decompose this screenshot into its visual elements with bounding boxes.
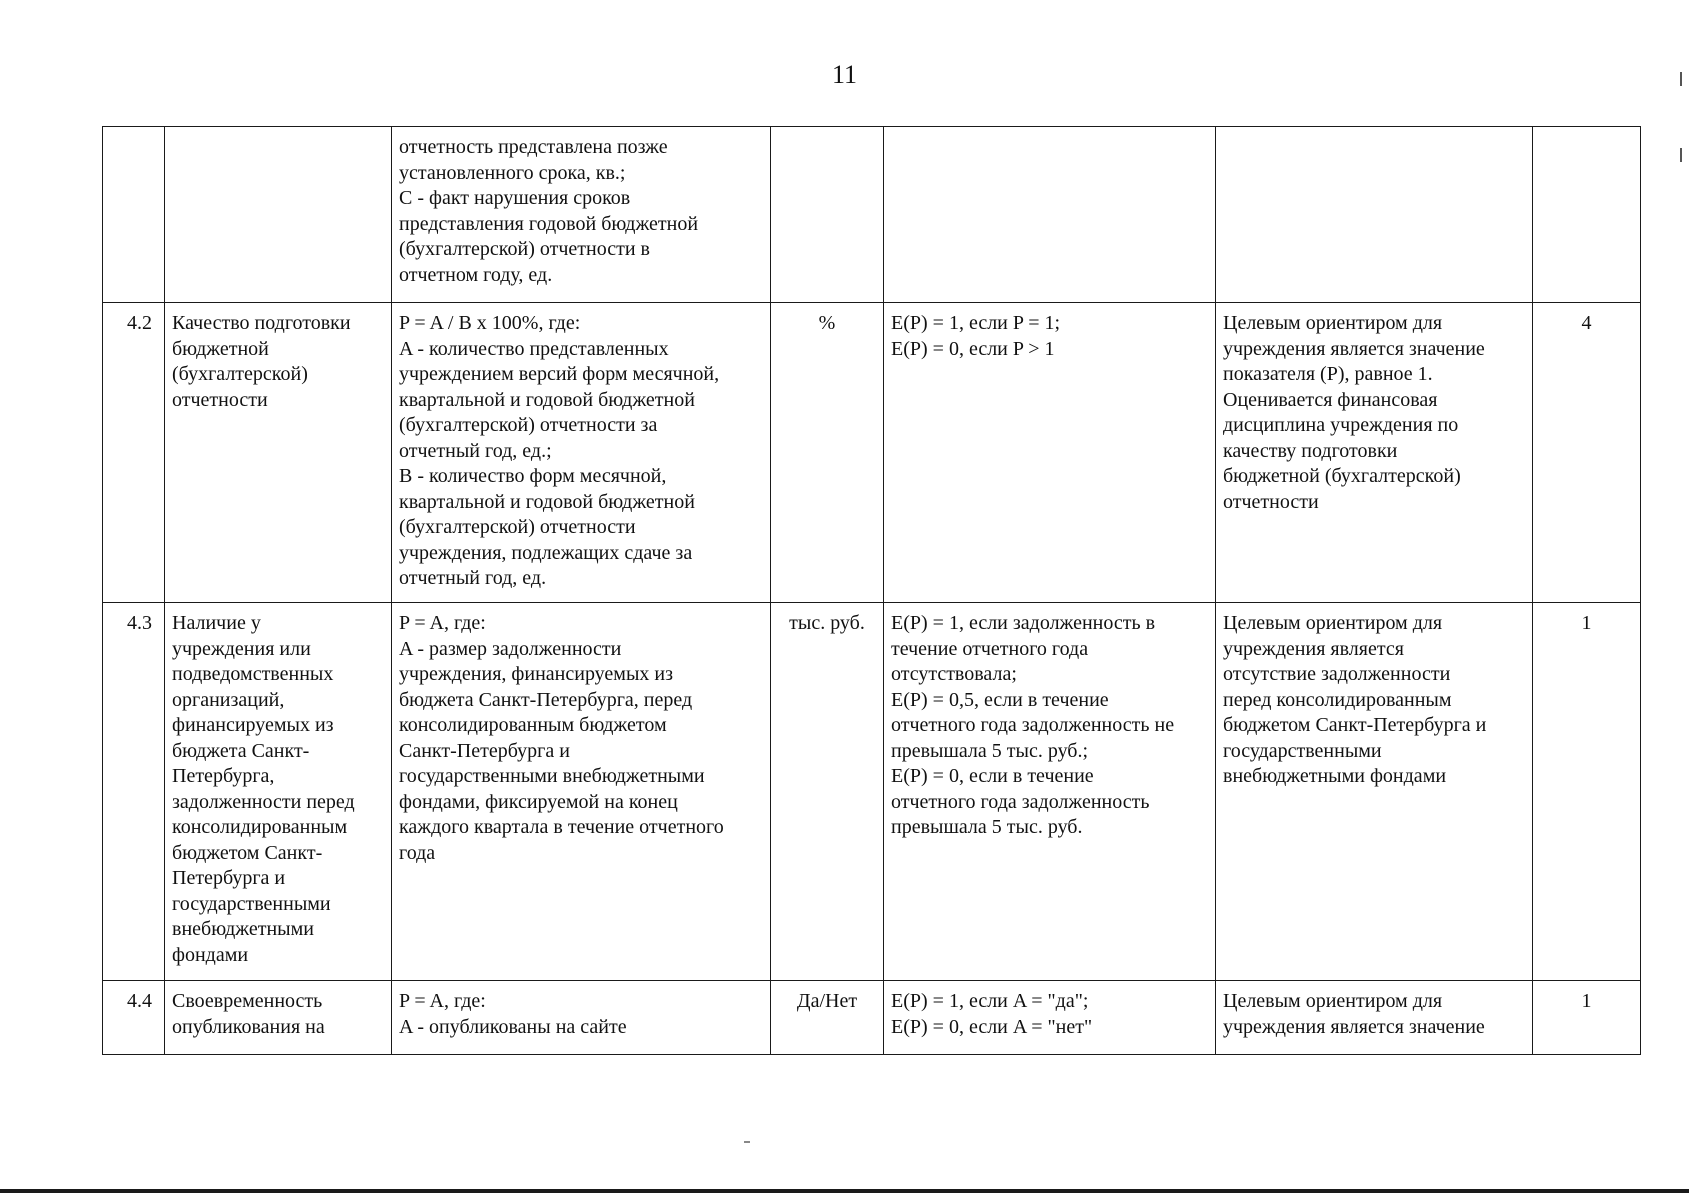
indicator-name-line: Петербурга и	[172, 867, 286, 889]
calculation-formula-line: A - количество представленных	[399, 337, 669, 360]
evaluation-rule-line: превышала 5 тыс. руб.;	[891, 739, 1089, 762]
calculation-formula-line: Санкт-Петербурга и	[399, 739, 570, 762]
page-number: 11	[831, 60, 858, 89]
edge-mark	[1680, 148, 1682, 162]
evaluation-rule-cell	[884, 303, 1216, 603]
indicator-name-line: (бухгалтерской)	[172, 363, 308, 385]
scan-speck	[744, 1141, 750, 1143]
evaluation-rule-cell	[884, 127, 1216, 303]
target-comment-line: государственными	[1223, 739, 1382, 762]
calculation-formula-line: государственными внебюджетными	[399, 765, 705, 787]
calculation-formula-line: (бухгалтерской) отчетности за	[399, 414, 658, 436]
indicator-name-line: бюджета Санкт-	[172, 739, 310, 762]
evaluation-rule-line: E(P) = 0, если A = "нет"	[891, 1015, 1093, 1038]
evaluation-rule-line: отчетного года задолженность не	[891, 714, 1175, 736]
indicator-name-line: Качество подготовки	[172, 312, 351, 334]
indicator-name-cell	[165, 127, 392, 303]
indicator-name-line: консолидированным	[172, 816, 348, 838]
indicators-table	[102, 126, 1641, 1055]
calculation-formula-line: учреждения, финансируемых из	[399, 663, 673, 685]
table-row	[103, 603, 1641, 981]
table-row	[103, 127, 1641, 303]
calculation-formula-line: P = A, где:	[399, 990, 486, 1012]
indicator-name-line: Петербурга,	[172, 765, 275, 787]
calculation-formula-line: учреждением версий форм месячной,	[399, 363, 720, 385]
target-comment-cell	[1216, 981, 1533, 1055]
calculation-formula-line: отчетность представлена позже	[399, 136, 668, 158]
calculation-formula-line: B - количество форм месячной,	[399, 465, 667, 487]
row-number-cell: 4.3	[103, 603, 165, 981]
indicator-name-line: Своевременность	[172, 990, 323, 1012]
target-comment-line: Целевым ориентиром для	[1223, 612, 1443, 634]
table-row	[103, 981, 1641, 1055]
indicator-name-cell	[165, 603, 392, 981]
calculation-formula-line: каждого квартала в течение отчетного	[399, 816, 724, 838]
calculation-formula-line: P = A / B x 100%, где:	[399, 312, 581, 334]
evaluation-rule-line: превышала 5 тыс. руб.	[891, 816, 1083, 838]
calculation-formula-line: отчетный год, ед.;	[399, 439, 552, 462]
evaluation-rule-line: E(P) = 1, если A = "да";	[891, 990, 1089, 1012]
target-comment-line: Целевым ориентиром для	[1223, 990, 1443, 1012]
indicator-name-line: государственными	[172, 892, 331, 915]
max-score-cell: 4	[1533, 303, 1641, 603]
evaluation-rule-line: E(P) = 0, если P > 1	[891, 337, 1055, 360]
target-comment-line: учреждения является	[1223, 637, 1404, 660]
indicator-name-line: бюджетной	[172, 337, 269, 360]
target-comment-line: дисциплина учреждения по	[1223, 414, 1459, 436]
row-number-cell: 4.4	[103, 981, 165, 1055]
calculation-formula-cell	[392, 303, 771, 603]
table-row	[103, 303, 1641, 603]
target-comment-line: Целевым ориентиром для	[1223, 312, 1443, 334]
evaluation-rule-line: E(P) = 1, если задолженность в	[891, 612, 1156, 634]
target-comment-line: бюджетом Санкт-Петербурга и	[1223, 714, 1487, 736]
calculation-formula-line: консолидированным бюджетом	[399, 714, 667, 736]
evaluation-rule-line: E(P) = 0,5, если в течение	[891, 688, 1109, 711]
indicator-name-line: задолженности перед	[172, 790, 355, 813]
calculation-formula-line: года	[399, 841, 436, 864]
target-comment-cell	[1216, 603, 1533, 981]
evaluation-rule-line: течение отчетного года	[891, 637, 1089, 660]
calculation-formula-line: фондами, фиксируемой на конец	[399, 790, 678, 813]
indicator-name-line: фондами	[172, 943, 249, 966]
evaluation-rule-line: E(P) = 1, если P = 1;	[891, 312, 1061, 334]
target-comment-line: показателя (P), равное 1.	[1223, 363, 1433, 385]
calculation-formula-line: бюджета Санкт-Петербурга, перед	[399, 688, 693, 711]
calculation-formula-line: квартальной и годовой бюджетной	[399, 388, 695, 411]
calculation-formula-cell	[392, 603, 771, 981]
indicator-name-line: бюджетом Санкт-	[172, 841, 323, 864]
calculation-formula-line: A - опубликованы на сайте	[399, 1015, 627, 1038]
indicator-name-line: организаций,	[172, 688, 285, 711]
edge-mark	[1680, 72, 1682, 86]
evaluation-rule-line: E(P) = 0, если в течение	[891, 765, 1094, 787]
calculation-formula-line: представления годовой бюджетной	[399, 212, 699, 235]
calculation-formula-cell	[392, 981, 771, 1055]
bottom-rule	[0, 1189, 1689, 1193]
unit-of-measure-cell	[771, 127, 884, 303]
evaluation-rule-cell	[884, 603, 1216, 981]
table-body	[103, 127, 1641, 1055]
evaluation-rule-line: отсутствовала;	[891, 663, 1017, 685]
unit-of-measure-cell: Да/Нет	[771, 981, 884, 1055]
calculation-formula-line: С - факт нарушения сроков	[399, 187, 631, 209]
target-comment-line: учреждения является значение	[1223, 337, 1485, 360]
unit-of-measure-cell: %	[771, 303, 884, 603]
target-comment-line: Оценивается финансовая	[1223, 388, 1438, 411]
indicator-name-line: подведомственных	[172, 663, 334, 685]
max-score-cell: 1	[1533, 981, 1641, 1055]
row-number-cell: 4.2	[103, 303, 165, 603]
target-comment-line: отчетности	[1223, 490, 1319, 513]
calculation-formula-line: P = A, где:	[399, 612, 486, 634]
calculation-formula-cell	[392, 127, 771, 303]
calculation-formula-line: квартальной и годовой бюджетной	[399, 490, 695, 513]
calculation-formula-line: отчетный год, ед.	[399, 567, 547, 589]
target-comment-line: качеству подготовки	[1223, 439, 1398, 462]
indicator-name-line: учреждения или	[172, 637, 311, 660]
indicator-name-line: внебюджетными	[172, 918, 314, 940]
max-score-cell: 1	[1533, 603, 1641, 981]
row-number-cell	[103, 127, 165, 303]
indicator-name-line: отчетности	[172, 388, 268, 411]
max-score-cell	[1533, 127, 1641, 303]
target-comment-line: внебюджетными фондами	[1223, 765, 1447, 787]
calculation-formula-line: (бухгалтерской) отчетности	[399, 516, 636, 538]
evaluation-rule-cell	[884, 981, 1216, 1055]
indicator-name-cell	[165, 303, 392, 603]
target-comment-line: перед консолидированным	[1223, 688, 1452, 711]
calculation-formula-line: учреждения, подлежащих сдаче за	[399, 541, 693, 564]
indicator-name-cell	[165, 981, 392, 1055]
target-comment-cell	[1216, 303, 1533, 603]
evaluation-rule-line: отчетного года задолженность	[891, 790, 1150, 813]
calculation-formula-line: отчетном году, ед.	[399, 263, 553, 286]
calculation-formula-line: A - размер задолженности	[399, 637, 622, 660]
target-comment-line: учреждения является значение	[1223, 1015, 1485, 1038]
indicator-name-line: Наличие у	[172, 612, 261, 634]
unit-of-measure-cell: тыс. руб.	[771, 603, 884, 981]
calculation-formula-line: (бухгалтерской) отчетности в	[399, 238, 650, 260]
target-comment-cell	[1216, 127, 1533, 303]
target-comment-line: отсутствие задолженности	[1223, 663, 1451, 685]
indicator-name-line: опубликования на	[172, 1015, 325, 1038]
calculation-formula-line: установленного срока, кв.;	[399, 161, 626, 184]
target-comment-line: бюджетной (бухгалтерской)	[1223, 465, 1461, 487]
indicator-name-line: финансируемых из	[172, 714, 334, 736]
